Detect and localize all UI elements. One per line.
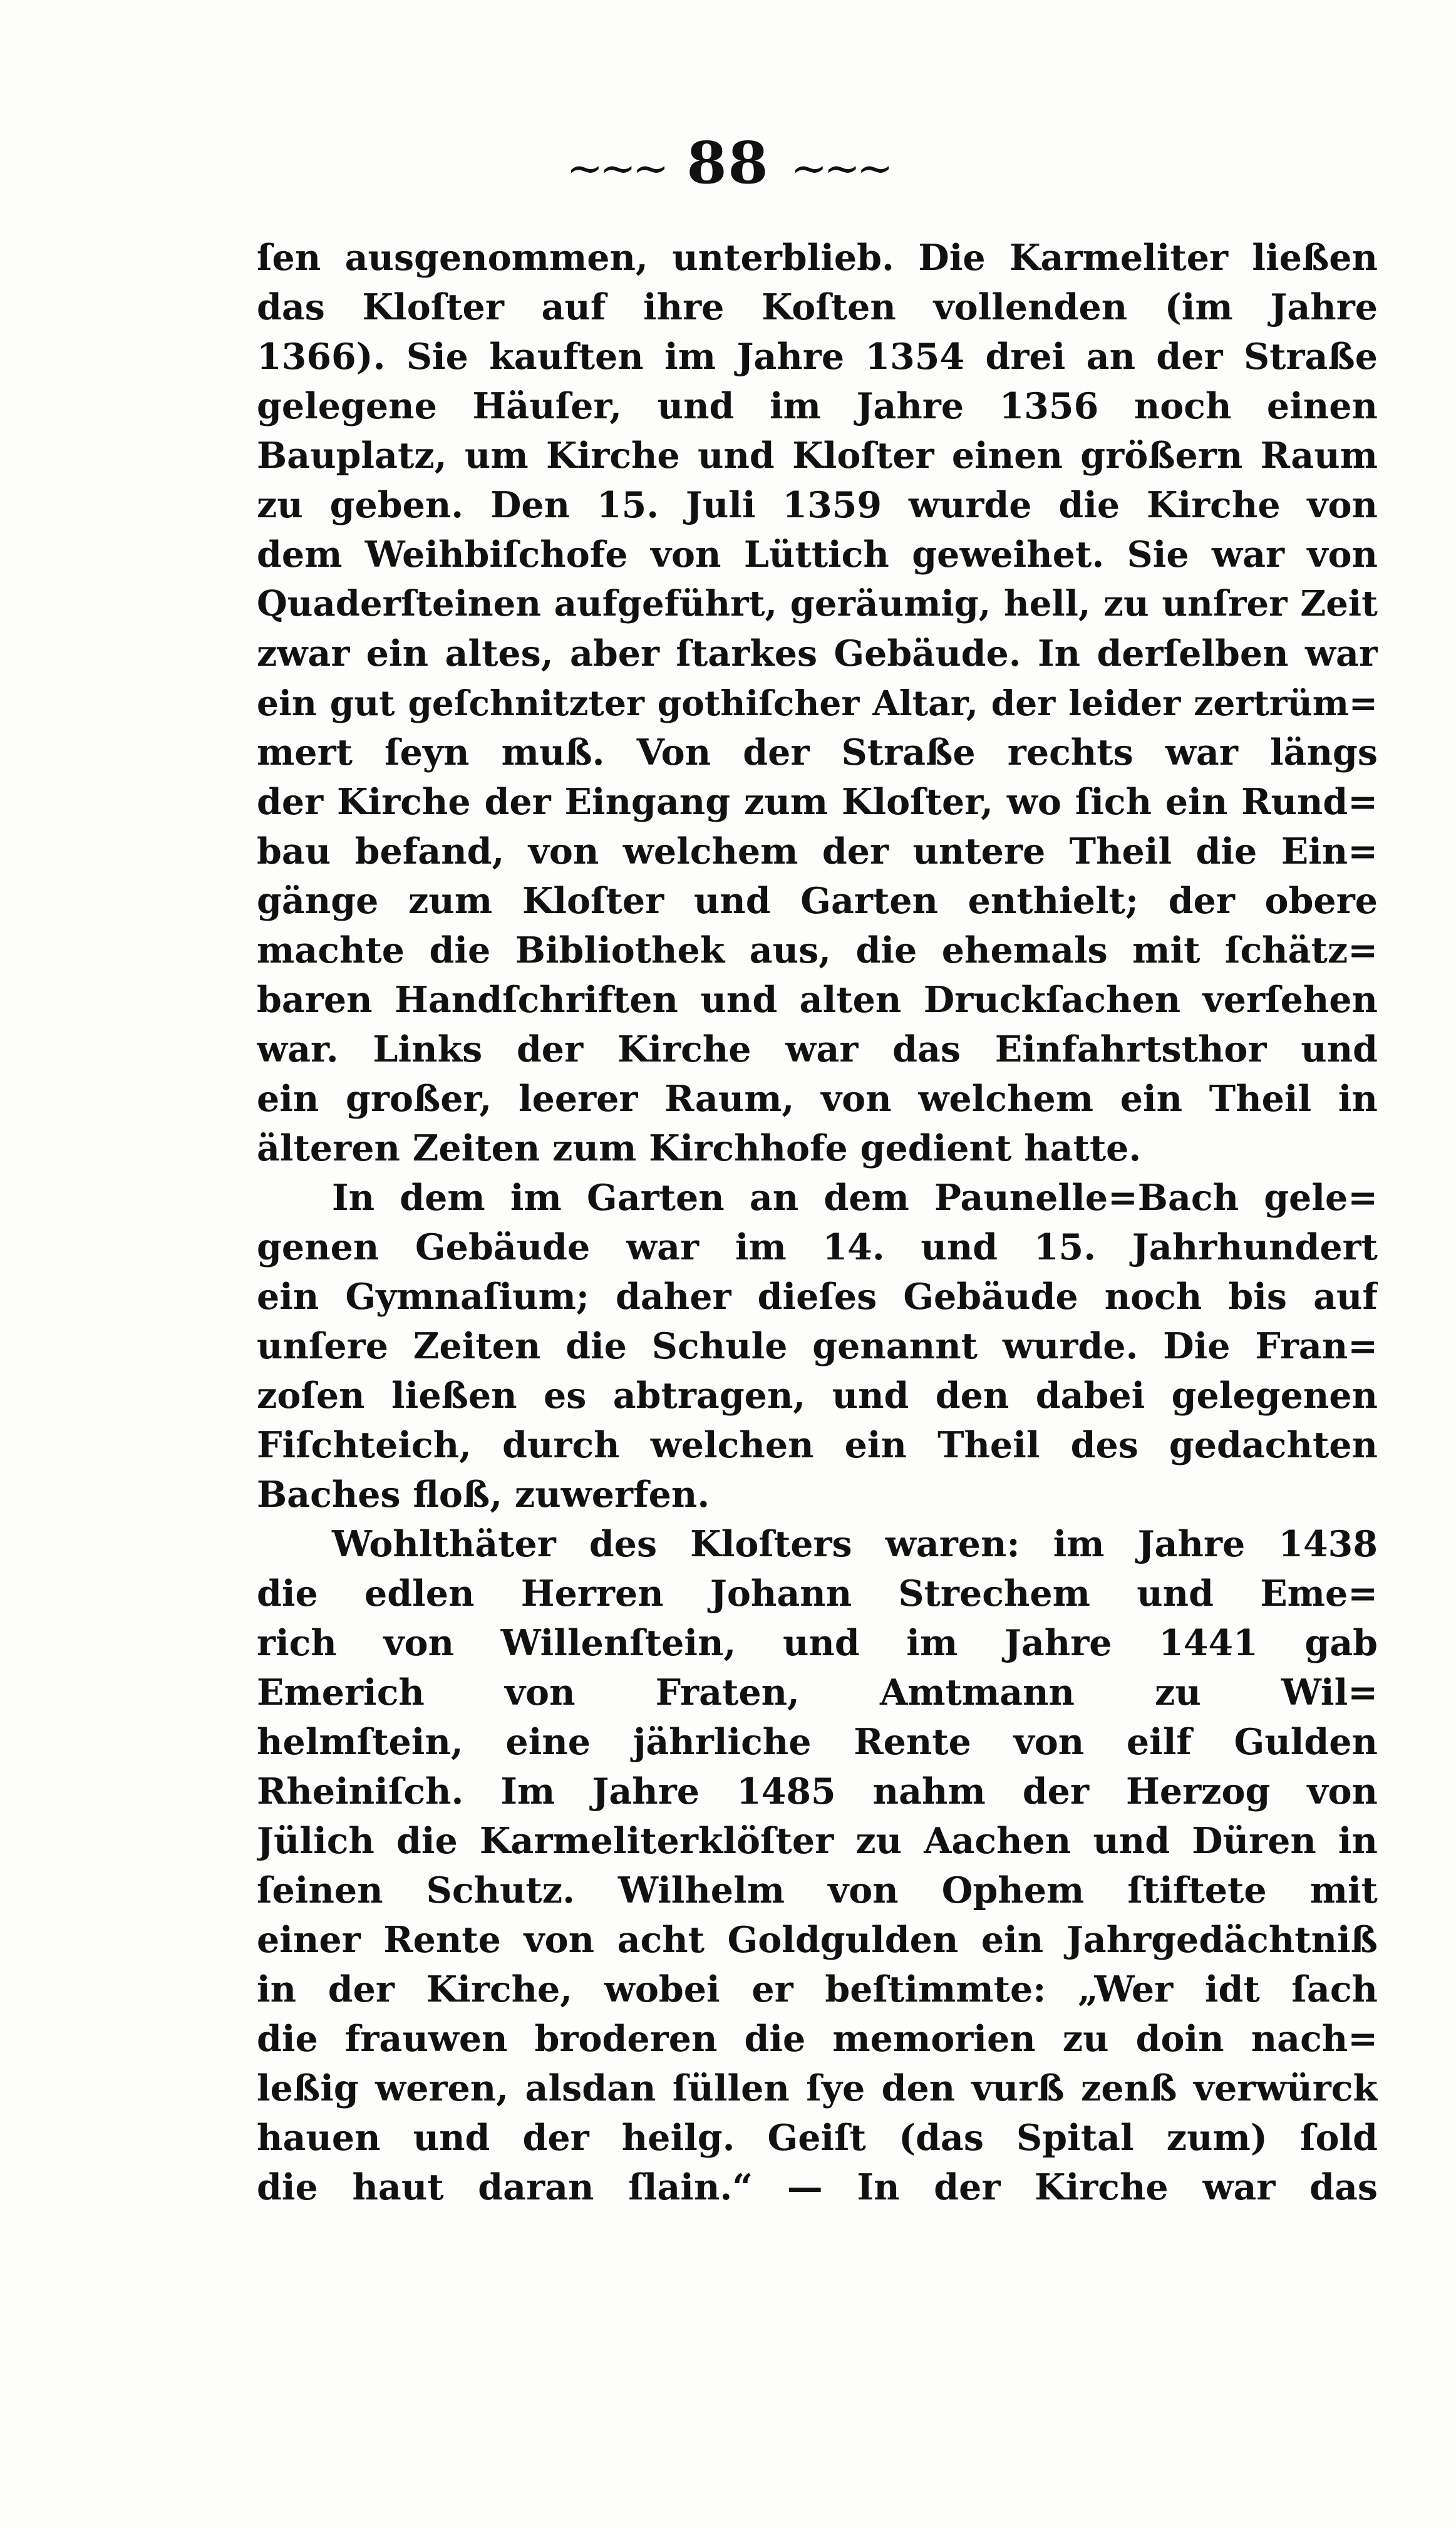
text-line: zu geben. Den 15. Juli 1359 wurde die Kirche von xyxy=(257,484,1378,526)
text-line: Quaderſteinen aufgeführt, geräumig, hell, zu unſrer Zeit xyxy=(257,583,1378,624)
text-line: Bauplatz, um Kirche und Kloſter einen größern Raum xyxy=(257,435,1378,477)
text-line: einer Rente von acht Goldgulden ein Jahrgedächtniß xyxy=(257,1919,1378,1961)
text-line: zwar ein altes, aber ſtarkes Gebäude. In derſelben war xyxy=(257,633,1378,674)
text-line: zoſen ließen es abtragen, und den dabei gelegenen xyxy=(257,1375,1378,1417)
text-line: 1366). Sie kauften im Jahre 1354 drei an der Straße xyxy=(257,336,1378,378)
text-line: dem Weihbiſchofe von Lüttich geweihet. Sie war von xyxy=(257,534,1378,576)
text-line: rich von Willenſtein, und im Jahre 1441 gab xyxy=(257,1622,1378,1664)
text-line: ein großer, leerer Raum, von welchem ein Theil in xyxy=(257,1078,1378,1120)
text-line: ſen ausgenommen, unterblieb. Die Karmeliter ließen xyxy=(257,237,1378,279)
text-line: Jülich die Karmeliterklöſter zu Aachen und Düren in xyxy=(257,1820,1378,1862)
text-line: ſeinen Schutz. Wilhelm von Ophem ſtiftete mit xyxy=(257,1869,1378,1911)
text-line: Emerich von Fraten, Amtmann zu Wil= xyxy=(257,1672,1378,1713)
text-line: der Kirche der Eingang zum Kloſter, wo ſich ein Rund= xyxy=(257,781,1378,823)
text-line: helmſtein, eine jährliche Rente von eilf Gulden xyxy=(257,1721,1378,1763)
body-text xyxy=(257,233,1378,2212)
text-line: leßig weren, alsdan ſüllen ſye den vurß zenß verwürck xyxy=(257,2067,1378,2109)
text-line: war. Links der Kirche war das Einfahrtsthor und xyxy=(257,1028,1378,1070)
text-line: das Kloſter auf ihre Koſten vollenden (im Jahre xyxy=(257,286,1378,328)
text-line: ein gut geſchnitzter gothiſcher Altar, der leider zertrüm= xyxy=(257,683,1378,723)
text-line-paragraph-start: In dem im Garten an dem Paunelle=Bach gele= xyxy=(332,1177,1378,1219)
text-line: bau befand, von welchem der untere Theil die Ein= xyxy=(257,830,1378,872)
text-line: die edlen Herren Johann Strechem und Eme= xyxy=(257,1573,1378,1615)
text-line: baren Handſchriften und alten Druckſachen verſehen xyxy=(257,979,1378,1021)
text-line: unſere Zeiten die Schule genannt wurde. Die Fran= xyxy=(257,1325,1378,1367)
ornament-left: ~~~ xyxy=(566,142,666,194)
text-line: in der Kirche, wobei er beſtimmte: „Wer idt ſach xyxy=(257,1968,1378,2010)
text-line: genen Gebäude war im 14. und 15. Jahrhundert xyxy=(257,1226,1378,1268)
text-line: die haut daran ſlain.“ — In der Kirche war das xyxy=(257,2166,1378,2208)
text-line: ein Gymnaſium; daher dieſes Gebäude noch bis auf xyxy=(257,1276,1378,1318)
ornament-right: ~~~ xyxy=(790,142,890,194)
text-line: Rheiniſch. Im Jahre 1485 nahm der Herzog von xyxy=(257,1770,1378,1812)
text-line: machte die Bibliothek aus, die ehemals mit ſchätz= xyxy=(257,929,1378,971)
page-number: 88 xyxy=(686,129,770,197)
text-line: die frauwen broderen die memorien zu doin nach= xyxy=(257,2018,1378,2060)
text-line: gänge zum Kloſter und Garten enthielt; der obere xyxy=(257,880,1378,922)
text-line-paragraph-end: Baches floß, zuwerfen. xyxy=(257,1474,710,1516)
text-line: gelegene Häuſer, und im Jahre 1356 noch einen xyxy=(257,385,1378,427)
text-line-paragraph-start: Wohlthäter des Kloſters waren: im Jahre 1438 xyxy=(332,1523,1378,1565)
text-line: Fiſchteich, durch welchen ein Theil des gedachten xyxy=(257,1424,1378,1466)
text-line: mert ſeyn muß. Von der Straße rechts war längs xyxy=(257,731,1378,773)
text-line: hauen und der heilg. Geiſt (das Spital zum) ſold xyxy=(257,2117,1378,2159)
text-line-paragraph-end: älteren Zeiten zum Kirchhofe gedient hatte. xyxy=(257,1127,1142,1169)
page-header xyxy=(0,128,1456,202)
